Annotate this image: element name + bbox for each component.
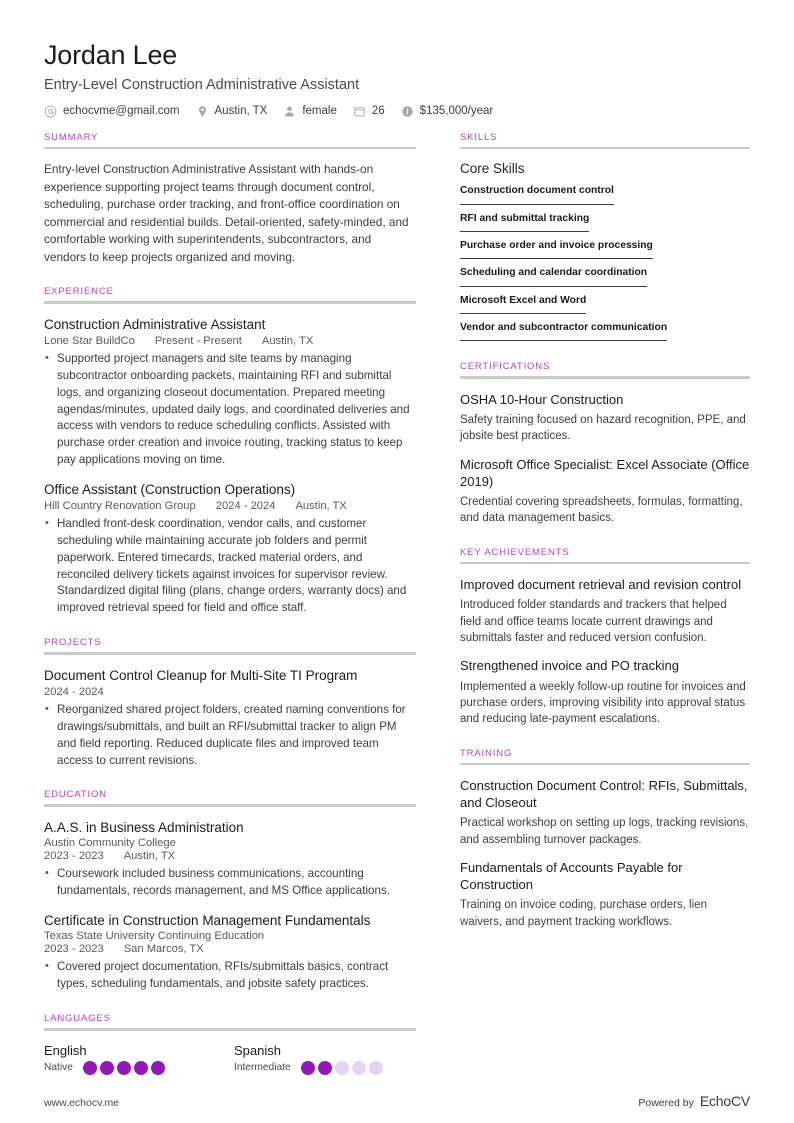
certification-title: OSHA 10-Hour Construction: [460, 391, 624, 407]
education-entry: [44, 819, 416, 900]
footer-url[interactable]: www.echocv.me: [44, 1097, 120, 1109]
contact-email-value: echocvme@gmail.com: [63, 105, 180, 118]
entry-location: San Marcos, TX: [123, 943, 204, 956]
project-entry: [44, 667, 416, 770]
powered-by-label: Powered by: [638, 1097, 694, 1109]
email-icon: [44, 105, 57, 118]
contact-age: [353, 105, 385, 118]
section-projects: [44, 637, 416, 769]
entry-bullets: [44, 351, 416, 469]
section-title-certifications: CERTIFICATIONS: [460, 361, 551, 373]
entry-dates: Present - Present: [154, 335, 242, 348]
contact-age-value: 26: [371, 105, 385, 118]
certification-desc: Credential covering spreadsheets, formulas, formatting, and data management basics.: [460, 496, 743, 525]
section-divider: [460, 562, 750, 565]
contact-row: [44, 105, 750, 118]
section-summary: [44, 132, 416, 266]
language-level: Native: [44, 1062, 73, 1074]
language-name: Spanish: [234, 1042, 281, 1058]
certification-item: [460, 456, 750, 527]
contact-location: [196, 105, 268, 118]
entry-bullets: [44, 866, 416, 900]
rating-dot: [134, 1061, 148, 1075]
entry-title: Office Assistant (Construction Operations): [44, 481, 296, 497]
section-divider: [460, 376, 750, 379]
entry-meta: [44, 850, 416, 862]
entry-meta: [44, 943, 416, 955]
experience-entry: [44, 481, 416, 617]
skill-item: Microsoft Excel and Word: [460, 295, 586, 314]
entry-location: Austin, TX: [295, 500, 347, 513]
section-title-experience: EXPERIENCE: [44, 286, 114, 298]
section-languages: [44, 1013, 416, 1075]
skill-item: Vendor and subcontractor communication: [460, 322, 667, 341]
training-item: [460, 859, 750, 930]
language-row: [44, 1061, 234, 1075]
section-divider: [44, 1028, 416, 1031]
section-title-languages: LANGUAGES: [44, 1013, 111, 1025]
skill-list: [460, 185, 750, 341]
language-row: [234, 1061, 424, 1075]
language-rating-dots: [301, 1061, 383, 1075]
section-divider: [460, 147, 750, 150]
section-title-projects: PROJECTS: [44, 637, 102, 649]
achievement-title: Improved document retrieval and revision control: [460, 577, 742, 593]
section-divider: [44, 804, 416, 807]
skill-item: Construction document control: [460, 185, 614, 204]
rating-dot: [83, 1061, 97, 1075]
entry-dates: 2023 - 2023: [44, 850, 104, 863]
entry-title: A.A.S. in Business Administration: [44, 819, 244, 835]
certification-title: Microsoft Office Specialist: Excel Associate (Office 2019): [460, 456, 750, 489]
entry-title: Document Control Cleanup for Multi-Site TI Program: [44, 667, 358, 683]
entry-org: Austin Community College: [44, 837, 176, 850]
contact-gender-value: female: [302, 105, 337, 118]
section-key-achievements: [460, 547, 750, 728]
rating-dot: [335, 1061, 349, 1075]
contact-gender: [283, 105, 337, 118]
section-education: [44, 789, 416, 993]
language-rating-dots: [83, 1061, 165, 1075]
list-item: • Coursework included business communications, accounting fundamentals, records management, and MS Office applications.: [44, 866, 416, 900]
achievement-item: [460, 576, 750, 646]
entry-org: Hill Country Renovation Group: [44, 500, 196, 513]
skill-item: RFI and submittal tracking: [460, 213, 589, 232]
language-name: English: [44, 1042, 87, 1058]
language-grid: [44, 1043, 416, 1075]
list-item: • Covered project documentation, RFIs/submittals basics, contract types, scheduling fundamentals, and jobsite safety practices.: [44, 959, 416, 993]
training-title: Fundamentals of Accounts Payable for Construction: [460, 859, 683, 893]
rating-dot: [100, 1061, 114, 1075]
rating-dot: [352, 1061, 366, 1075]
skill-item: Purchase order and invoice processing: [460, 240, 653, 259]
rating-dot: [318, 1061, 332, 1075]
achievement-desc: Introduced folder standards and trackers that helped field and office teams locate current drawings and submittals faster and reduced version confusion.: [460, 599, 727, 645]
rating-dot: [301, 1061, 315, 1075]
job-title: Entry-Level Construction Administrative Assistant: [44, 77, 360, 94]
resume-header: [44, 40, 750, 118]
person-icon: [283, 105, 296, 118]
contact-email: [44, 105, 180, 118]
section-title-summary: SUMMARY: [44, 131, 99, 143]
page-title: Jordan Lee: [44, 40, 178, 70]
section-divider: [460, 763, 750, 766]
training-item: [460, 777, 750, 848]
language-item: [44, 1043, 234, 1075]
rating-dot: [117, 1061, 131, 1075]
contact-location-value: Austin, TX: [214, 105, 268, 118]
education-entry: [44, 912, 416, 993]
location-icon: [196, 105, 209, 118]
achievement-desc: Implemented a weekly follow-up routine for invoices and purchase orders, improving visibility into approval status and reducing late-payment escalations.: [460, 680, 746, 726]
entry-meta: [44, 686, 416, 698]
calendar-icon: [353, 105, 366, 118]
section-experience: [44, 286, 416, 617]
entry-title: Certificate in Construction Management Fundamentals: [44, 912, 371, 928]
entry-dates: 2024 - 2024: [44, 686, 104, 699]
right-column: [460, 132, 750, 950]
training-desc: Training on invoice coding, purchase orders, lien waivers, and payment tracking workflows.: [460, 899, 707, 928]
entry-title: Construction Administrative Assistant: [44, 316, 266, 332]
entry-org-row: [44, 930, 416, 942]
entry-bullets: [44, 702, 416, 769]
resume-body: [44, 132, 750, 1095]
list-item: • Reorganized shared project folders, created naming conventions for drawings/submittals, and built an RFI/submittal tracker to align PM and field reporting. Reduced duplicate files and improved team access to current revisions.: [44, 702, 416, 769]
entry-location: Austin, TX: [123, 850, 176, 863]
section-title-skills: SKILLS: [460, 131, 498, 143]
experience-entry: [44, 316, 416, 469]
page-footer: [44, 1093, 750, 1109]
certification-desc: Safety training focused on hazard recognition, PPE, and jobsite best practices.: [460, 414, 746, 443]
achievement-title: Strengthened invoice and PO tracking: [460, 658, 679, 674]
contact-salary: [401, 105, 494, 118]
entry-location: Austin, TX: [261, 335, 314, 348]
skill-item: Scheduling and calendar coordination: [460, 267, 647, 286]
language-level: Intermediate: [234, 1062, 291, 1074]
entry-bullets: [44, 959, 416, 993]
contact-salary-value: $135,000/year: [419, 105, 494, 118]
rating-dot: [369, 1061, 383, 1075]
training-desc: Practical workshop on setting up logs, tracking revisions, and assembling turnover packages.: [460, 817, 749, 846]
entry-meta: [44, 335, 416, 347]
rating-dot: [151, 1061, 165, 1075]
salary-icon: [401, 105, 414, 118]
entry-org-row: [44, 837, 416, 849]
certification-item: [460, 391, 750, 445]
brand-name: EchoCV: [699, 1093, 750, 1109]
entry-bullets: [44, 516, 416, 617]
language-item: [234, 1043, 424, 1075]
achievement-item: [460, 657, 750, 727]
section-divider: [44, 652, 416, 655]
section-certifications: [460, 361, 750, 526]
section-divider: [44, 147, 416, 150]
list-item: • Handled front-desk coordination, vendor calls, and customer scheduling while maintaining accurate job folders and permit paperwork. Entered timecards, tracked material orders, and reconciled delivery tickets against invoices for supervisor review. Standardized digital filing (plans, change orders, warranty docs) and improved retrieval speed for field and office staff.: [44, 516, 416, 617]
section-title-key-achievements: KEY ACHIEVEMENTS: [460, 546, 570, 558]
training-title: Construction Document Control: RFIs, Submittals, and Closeout: [460, 778, 748, 811]
section-training: [460, 748, 750, 930]
list-item: • Supported project managers and site teams by managing subcontractor onboarding packets, maintaining RFI and submittal logs, and organizing closeout documentation. Prepared meeting agendas/minutes, updated daily logs, and coordinated deliveries and access with vendors to reduce scheduling conflicts. Assisted with purchase order creation and invoice routing, tracking status to keep pay applications moving on time.: [44, 351, 416, 469]
entry-meta: [44, 500, 416, 512]
entry-org: Lone Star BuildCo: [44, 335, 135, 348]
entry-dates: 2024 - 2024: [215, 500, 276, 513]
entry-org: Texas State University Continuing Education: [44, 930, 265, 943]
entry-dates: 2023 - 2023: [44, 943, 104, 956]
left-column: [44, 132, 416, 1095]
section-title-education: EDUCATION: [44, 789, 107, 801]
section-skills: [460, 132, 750, 342]
skills-group-title: Core Skills: [460, 161, 525, 177]
summary-text: Entry-level Construction Administrative Assistant with hands-on experience supporting project teams through document control, scheduling, purchase order tracking, and front-office coordination on commercial and residential builds. Detail-oriented, safety-minded, and comfortable working with superintendents, subcontractors, and vendors to keep projects organized and moving.: [44, 162, 409, 264]
section-title-training: TRAINING: [460, 747, 513, 759]
footer-brand: [638, 1093, 750, 1109]
section-divider: [44, 301, 416, 304]
